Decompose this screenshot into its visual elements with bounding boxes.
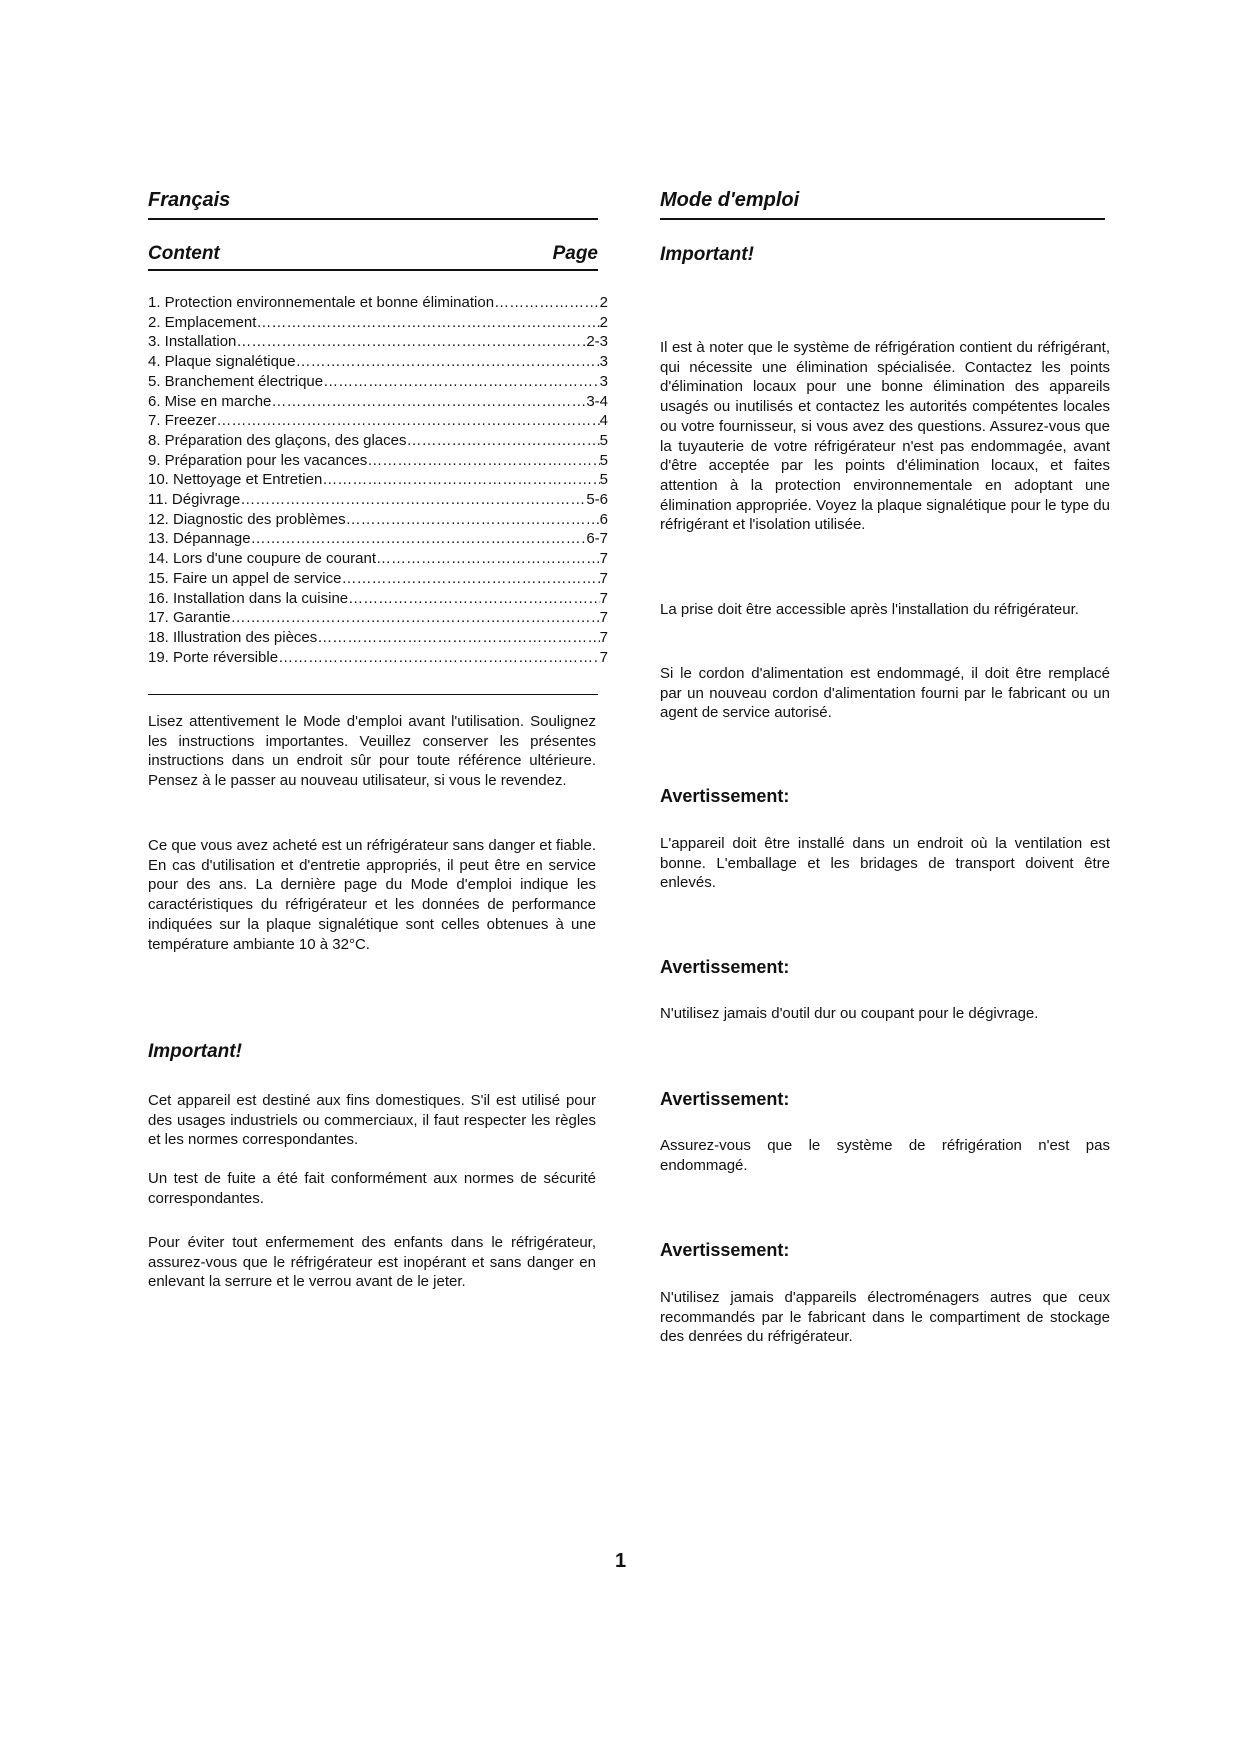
toc-item: 12. Diagnostic des problèmes …………………………………………………………………………………………………… 6	[148, 510, 608, 530]
toc-header	[148, 243, 598, 271]
warning-text: Assurez-vous que le système de réfrigération n'est pas endommagé.	[660, 1137, 1110, 1174]
manual-heading: Mode d'emploi	[660, 189, 1105, 220]
toc-item: 6. Mise en marche …………………………………………………………………………………………………… 3-4	[148, 392, 608, 412]
warning-text: N'utilisez jamais d'outil dur ou coupant pour le dégivrage.	[660, 1005, 1039, 1022]
toc-item: 13. Dépannage …………………………………………………………………………………………………… 6-7	[148, 529, 608, 549]
toc-item: 1. Protection environnementale et bonne élimination …………………………………………………………………………………………………… 2	[148, 293, 608, 313]
toc-item: 8. Préparation des glaçons, des glaces …………………………………………………………………………………………………… 5	[148, 431, 608, 451]
toc-item: 7. Freezer …………………………………………………………………………………………………… 4	[148, 411, 608, 431]
warning-heading: Avertissement:	[660, 1240, 790, 1260]
toc-item: 3. Installation …………………………………………………………………………………………………… 2-3	[148, 332, 608, 352]
plug-paragraph: La prise doit être accessible après l'installation du réfrigérateur.	[660, 601, 1079, 618]
toc-item: 18. Illustration des pièces …………………………………………………………………………………………………… 7	[148, 628, 608, 648]
toc-item: 14. Lors d'une coupure de courant …………………………………………………………………………………………………… 7	[148, 549, 608, 569]
page-number: 1	[614, 1550, 627, 1572]
toc-content-label: Content	[148, 243, 220, 264]
important-paragraph-2: Un test de fuite a été fait conformément aux normes de sécurité correspondantes.	[148, 1170, 596, 1207]
warning-heading: Avertissement:	[660, 1089, 790, 1109]
warning-heading: Avertissement:	[660, 786, 790, 806]
intro-paragraph-1: Lisez attentivement le Mode d'emploi avant l'utilisation. Soulignez les instructions importantes. Veuillez conserver les présentes instructions dans un endroit sûr pour toute référence ultérieure. Pensez à le passer au nouveau utilisateur, si vous le revendez.	[148, 713, 596, 790]
toc-page-label: Page	[552, 243, 598, 264]
warning-text: L'appareil doit être installé dans un endroit où la ventilation est bonne. L'emballage et les bridages de transport doivent être enlevés.	[660, 835, 1110, 892]
warning-heading: Avertissement:	[660, 957, 790, 977]
toc-item: 5. Branchement électrique …………………………………………………………………………………………………… 3	[148, 372, 608, 392]
toc-item: 9. Préparation pour les vacances …………………………………………………………………………………………………… 5	[148, 451, 608, 471]
divider	[148, 694, 598, 695]
important-heading-right: Important!	[660, 244, 754, 265]
toc-item: 15. Faire un appel de service …………………………………………………………………………………………………… 7	[148, 569, 608, 589]
toc-item: 16. Installation dans la cuisine …………………………………………………………………………………………………… 7	[148, 589, 608, 609]
important-paragraph-1: Cet appareil est destiné aux fins domestiques. S'il est utilisé pour des usages industriels ou commerciaux, il faut respecter les règles et les normes correspondantes.	[148, 1092, 596, 1149]
important-paragraph-3: Pour éviter tout enfermement des enfants dans le réfrigérateur, assurez-vous que le réfrigérateur est inopérant et sans danger en enlevant la serrure et le verrou avant de le jeter.	[148, 1234, 596, 1291]
power-cord-paragraph: Si le cordon d'alimentation est endommagé, il doit être remplacé par un nouveau cordon d'alimentation fourni par le fabricant ou un agent de service autorisé.	[660, 665, 1110, 722]
important-heading-left: Important!	[148, 1041, 242, 1062]
toc-item: 17. Garantie …………………………………………………………………………………………………… 7	[148, 608, 608, 628]
warning-text: N'utilisez jamais d'appareils électroménagers autres que ceux recommandés par le fabricant dans le compartiment de stockage des denrées du réfrigérateur.	[660, 1289, 1110, 1346]
intro-paragraph-2: Ce que vous avez acheté est un réfrigérateur sans danger et fiable. En cas d'utilisation et d'entretie appropriés, il peut être en service pour des ans. La dernière page du Mode d'emploi indique les caractéristiques du réfrigérateur et les données de performance indiquées sur la plaque signalétique sont celles obtenues à une température ambiante 10 à 32°C.	[148, 837, 596, 953]
toc-item: 19. Porte réversible …………………………………………………………………………………………………… 7	[148, 648, 608, 668]
refrigerant-paragraph: Il est à noter que le système de réfrigération contient du réfrigérant, qui nécessite une élimination spécialisée. Contactez les points d'élimination locaux pour une bonne élimination des appareils usagés ou inutilisés et contactez les autorités compétentes locales ou votre fournisseur, si vous avez des questions. Assurez-vous que la tuyauterie de votre réfrigérateur n'est pas endommagée, avant d'être acceptée par les points d'élimination locaux, et faites attention à la protection environnementale en adoptant une élimination appropriée. Voyez la plaque signalétique pour le type du réfrigérant et l'isolation utilisée.	[660, 339, 1110, 534]
toc-item: 10. Nettoyage et Entretien …………………………………………………………………………………………………… 5	[148, 470, 608, 490]
table-of-contents	[148, 293, 608, 667]
toc-item: 2. Emplacement …………………………………………………………………………………………………… 2	[148, 313, 608, 333]
toc-item: 11. Dégivrage …………………………………………………………………………………………………… 5-6	[148, 490, 608, 510]
toc-item: 4. Plaque signalétique …………………………………………………………………………………………………… 3	[148, 352, 608, 372]
language-heading: Français	[148, 189, 598, 220]
